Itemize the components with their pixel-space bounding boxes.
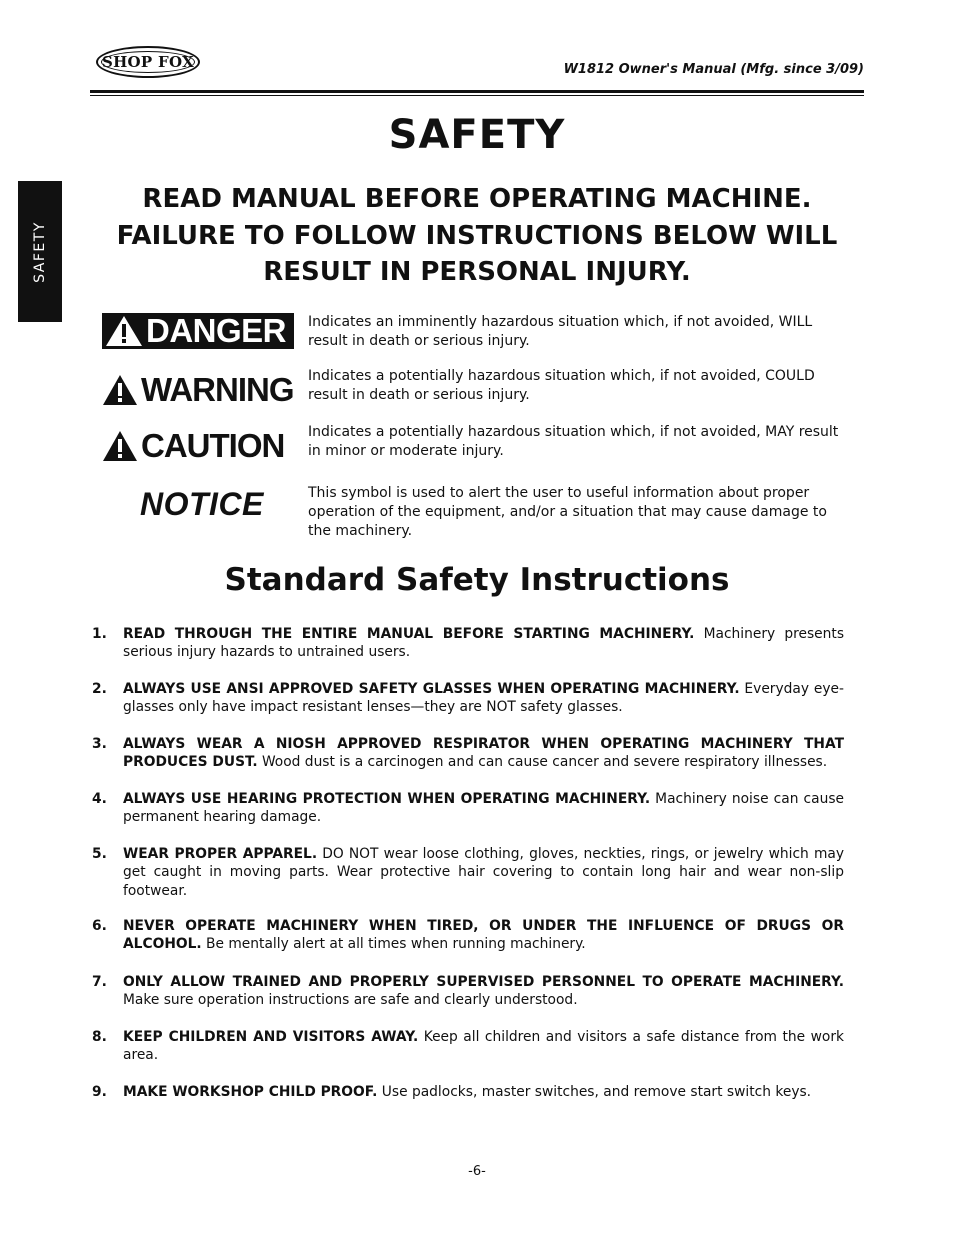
warning-triangle-icon (105, 315, 143, 347)
item-text: Be mentally alert at all times when running machinery. (201, 936, 586, 953)
item-lead: KEEP CHILDREN AND VISITORS AWAY. (123, 1029, 419, 1045)
caution-word: CAUTION (141, 427, 285, 464)
item-text: Wood dust is a carcinogen and can cause cancer and severe respiratory illnesses. (257, 754, 828, 771)
warning-word: WARNING (141, 371, 294, 408)
item-text: Make sure operation instructions are safe and clearly understood. (123, 992, 578, 1009)
list-item (92, 790, 844, 827)
danger-word: DANGER (146, 312, 287, 349)
page-number: -6- (468, 1164, 486, 1179)
item-text: DO NOT wear loose clothing, gloves, neckties, rings, or jewelry which may get caught in moving parts. Wear protective hair covering to contain long hair and wear non-slip footwear. (123, 846, 845, 899)
side-tab-label: SAFETY (32, 220, 49, 283)
header-rule (90, 90, 864, 93)
list-item (92, 1083, 844, 1101)
logo-text: SHOP FOX (101, 53, 195, 71)
header-rule-thin (90, 95, 864, 96)
warning-triangle-icon (102, 430, 138, 462)
warning-line: RESULT IN PERSONAL INJURY. (263, 257, 691, 287)
item-lead: READ THROUGH THE ENTIRE MANUAL BEFORE STARTING MACHINERY. (123, 626, 695, 642)
item-number: 5. (92, 846, 107, 862)
item-text: Machinery noise can cause permanent hearing damage. (123, 791, 844, 826)
warning-triangle-icon (102, 374, 138, 406)
list-item (92, 917, 844, 954)
manual-title: W1812 Owner's Manual (Mfg. since 3/09) (563, 62, 864, 77)
item-number: 2. (92, 681, 107, 697)
page-title: SAFETY (388, 112, 566, 158)
list-item (92, 973, 844, 1010)
item-lead: ALWAYS USE HEARING PROTECTION WHEN OPERATING MACHINERY. (123, 791, 651, 807)
item-lead: ALWAYS WEAR A NIOSH APPROVED RESPIRATOR WHEN OPERATING MACHINERY THAT PRODUCES DUST. (123, 736, 844, 771)
warning-line: READ MANUAL BEFORE OPERATING MACHINE. (142, 184, 812, 214)
item-number: 7. (92, 974, 107, 990)
read-manual-warning (0, 181, 954, 291)
item-number: 8. (92, 1029, 107, 1045)
item-lead: WEAR PROPER APPAREL. (123, 846, 318, 862)
caution-description: Indicates a potentially hazardous situation which, if not avoided, MAY result in minor or moderate injury. (308, 424, 839, 459)
shop-fox-logo (96, 46, 200, 78)
danger-description: Indicates an imminently hazardous situation which, if not avoided, WILL result in death or serious injury. (308, 314, 813, 349)
list-item (92, 735, 844, 772)
item-text: Use padlocks, master switches, and remove start switch keys. (377, 1084, 812, 1100)
list-item (92, 680, 844, 717)
list-item (92, 1028, 844, 1065)
item-number: 4. (92, 791, 107, 807)
item-number: 9. (92, 1084, 107, 1100)
notice-description: This symbol is used to alert the user to useful information about proper operation of the equipment, and/or a situation that may cause damage to the machinery. (308, 485, 827, 539)
warning-line: FAILURE TO FOLLOW INSTRUCTIONS BELOW WILL (116, 220, 838, 251)
item-text: Keep all children and visitors a safe distance from the work area. (123, 1029, 845, 1064)
warning-label (102, 370, 294, 410)
item-lead: NEVER OPERATE MACHINERY WHEN TIRED, OR UNDER THE INFLUENCE OF DRUGS OR ALCOHOL. (123, 918, 844, 953)
warning-description: Indicates a potentially hazardous situation which, if not avoided, COULD result in death or serious injury. (308, 368, 815, 403)
caution-label (102, 426, 294, 466)
item-number: 6. (92, 918, 107, 934)
item-lead: ONLY ALLOW TRAINED AND PROPERLY SUPERVISED PERSONNEL TO OPERATE MACHINERY. (123, 974, 844, 990)
danger-label (102, 313, 294, 349)
notice-word: NOTICE (140, 486, 264, 522)
section-title: Standard Safety Instructions (224, 562, 730, 598)
item-lead: MAKE WORKSHOP CHILD PROOF. (123, 1084, 378, 1100)
list-item (92, 845, 844, 900)
list-item (92, 625, 844, 662)
item-text: Machinery presents serious injury hazards to untrained users. (123, 626, 845, 661)
item-number: 3. (92, 736, 107, 752)
item-number: 1. (92, 626, 107, 642)
item-lead: ALWAYS USE ANSI APPROVED SAFETY GLASSES WHEN OPERATING MACHINERY. (123, 681, 740, 697)
item-text: Everyday eye-glasses only have impact resistant lenses—they are NOT safety glasses. (123, 681, 844, 716)
